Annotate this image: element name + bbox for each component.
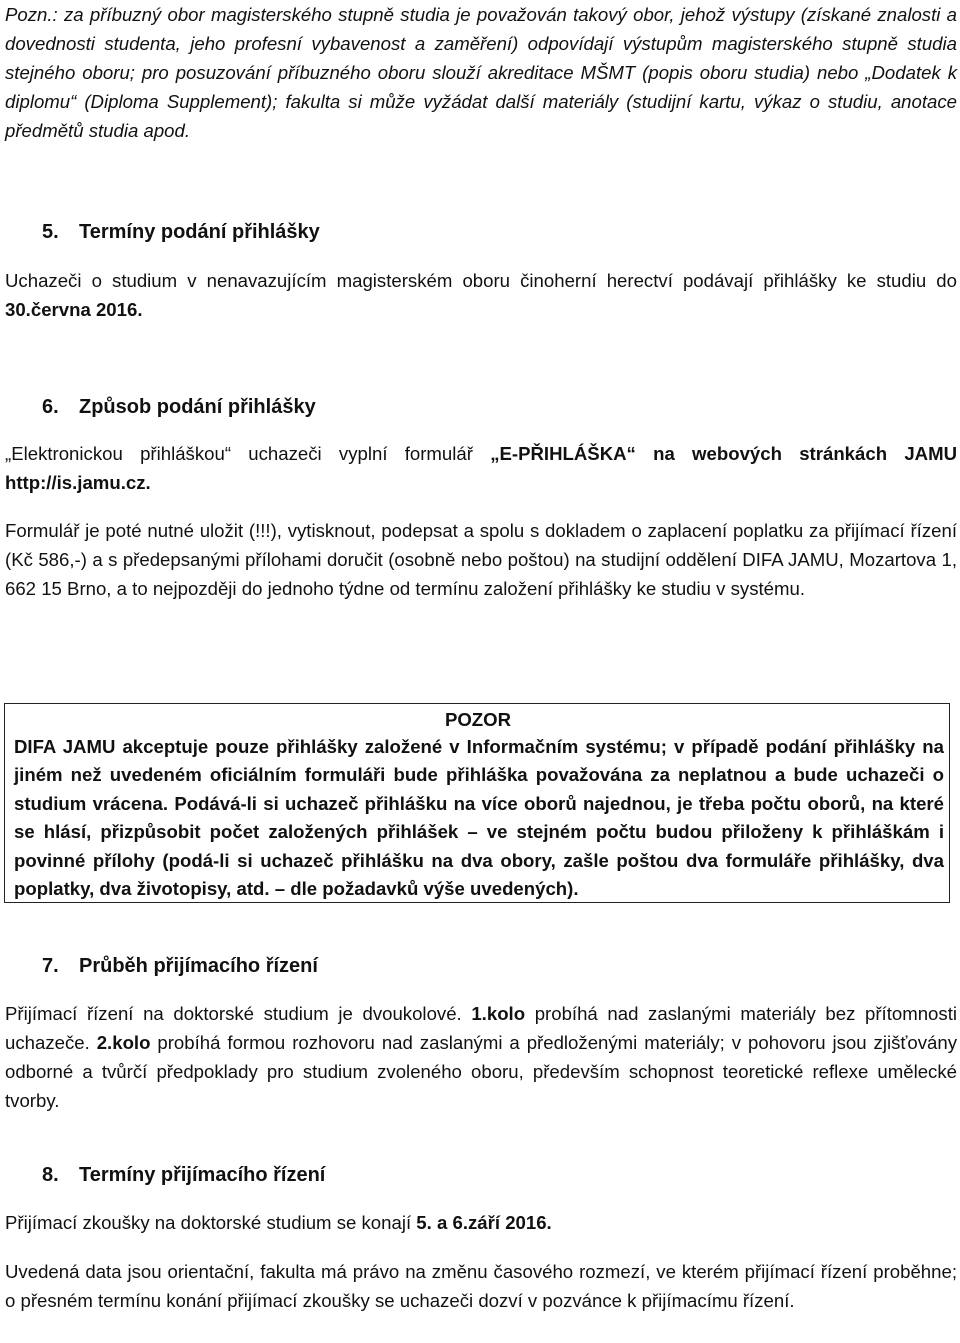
section-7-heading [42, 952, 318, 980]
section-7-round1: 1.kolo [471, 1003, 526, 1024]
warning-box-text: DIFA JAMU akceptuje pouze přihlášky založené v Informačním systému; v případě podání přihlášky na jiném než uvedeném oficiálním formuláři bude přihláška považována za neplatnou a bude uchazeči o studium vrácena. Podává-li si uchazeč přihlášku na více oborů najednou, je třeba počtu oborů, na které se hlásí, přizpůsobit počet založených přihlášek – ve stejném počtu budou přiloženy k přihláškám i povinné přílohy (podá-li si uchazeč přihlášku na dva obory, zašle poštou dva formuláře přihlášky, dva poplatky, dva životopisy, atd. – dle požadavků výše uvedených). [14, 736, 944, 900]
section-5-heading [42, 218, 320, 246]
section-8-number: 8. [42, 1164, 59, 1186]
note-text: : za příbuzný obor magisterského stupně studia je považován takový obor, jehož výstupy (získané znalosti a dovednosti studenta, jeho profesní vybavenost a zaměření) odpovídají výstupům magisterského stupně studia stejného oboru; pro posuzování příbuzného oboru slouží akreditace MŠMT (popis oboru studia) nebo „Dodatek k diplomu“ (Diploma Supplement); fakulta si může vyžádat další materiály (studijní kartu, výkaz o studiu, anotace předmětů studia apod. [5, 4, 957, 141]
section-5-body: Uchazeči o studium v nenavazujícím magisterském oboru činoherní herectví podávají přihlášky ke studiu do [5, 270, 957, 291]
note-label: Pozn. [5, 4, 53, 25]
section-7-title: Průběh přijímacího řízení [79, 955, 318, 977]
section-8-text-2: Uvedená data jsou orientační, fakulta má právo na změnu časového rozmezí, ve kterém přijímací řízení proběhne; o přesném termínu konání přijímací zkoušky se uchazeči dozví v pozvánce k přijímacímu řízení. [5, 1261, 957, 1311]
section-5-title: Termíny podání přihlášky [79, 221, 320, 243]
section-8-text-1 [5, 1208, 957, 1237]
section-7-round2: 2.kolo [96, 1032, 151, 1053]
section-7-text-c: probíhá formou rozhovoru nad zaslanými a předloženými materiály; v pohovoru jsou zjišťovány odborné a tvůrčí předpoklady pro studium zvoleného oboru, především schopnost teoretické reflexe umělecké tvorby. [5, 1032, 957, 1111]
warning-box-title: POZOR [444, 709, 512, 730]
section-5-text [5, 266, 957, 324]
section-7-text-b: probíhá nad zaslanými materiály bez přítomnosti uchazeče. [5, 1003, 957, 1053]
section-6-text-2: Formulář je poté nutné uložit (!!!), vytisknout, podepsat a spolu s dokladem o zaplacení poplatku za přijímací řízení (Kč 586,-) a s předepsanými přílohami doručit (osobně nebo poštou) na studijní oddělení DIFA JAMU, Mozartova 1, 662 15 Brno, a to nejpozději do jednoho týdne od termínu založení přihlášky ke studiu v systému. [5, 520, 957, 599]
section-7-text-a: Přijímací řízení na doktorské studium je dvoukolové. [5, 1003, 472, 1024]
section-5-number: 5. [42, 221, 59, 243]
section-8-dates: 5. a 6.září 2016. [416, 1212, 552, 1233]
section-7-text [5, 999, 957, 1115]
section-6-title: Způsob podání přihlášky [79, 396, 316, 418]
section-8-title: Termíny přijímacího řízení [79, 1164, 326, 1186]
section-8-heading [42, 1161, 325, 1189]
section-6-line1-a: „Elektronickou přihláškou“ uchazeči vyplní formulář [5, 443, 491, 464]
note-paragraph [5, 0, 957, 145]
section-5-deadline: 30.června 2016. [5, 299, 143, 320]
section-6-text-1 [5, 439, 957, 497]
section-8-text-a: Přijímací zkoušky na doktorské studium se konají [5, 1212, 417, 1233]
section-6-heading [42, 393, 316, 421]
section-6-line1-b: „E-PŘIHLÁŠKA“ na webových stránkách JAMU http://is.jamu.cz. [5, 443, 957, 493]
section-6-number: 6. [42, 396, 59, 418]
section-7-number: 7. [42, 955, 59, 977]
